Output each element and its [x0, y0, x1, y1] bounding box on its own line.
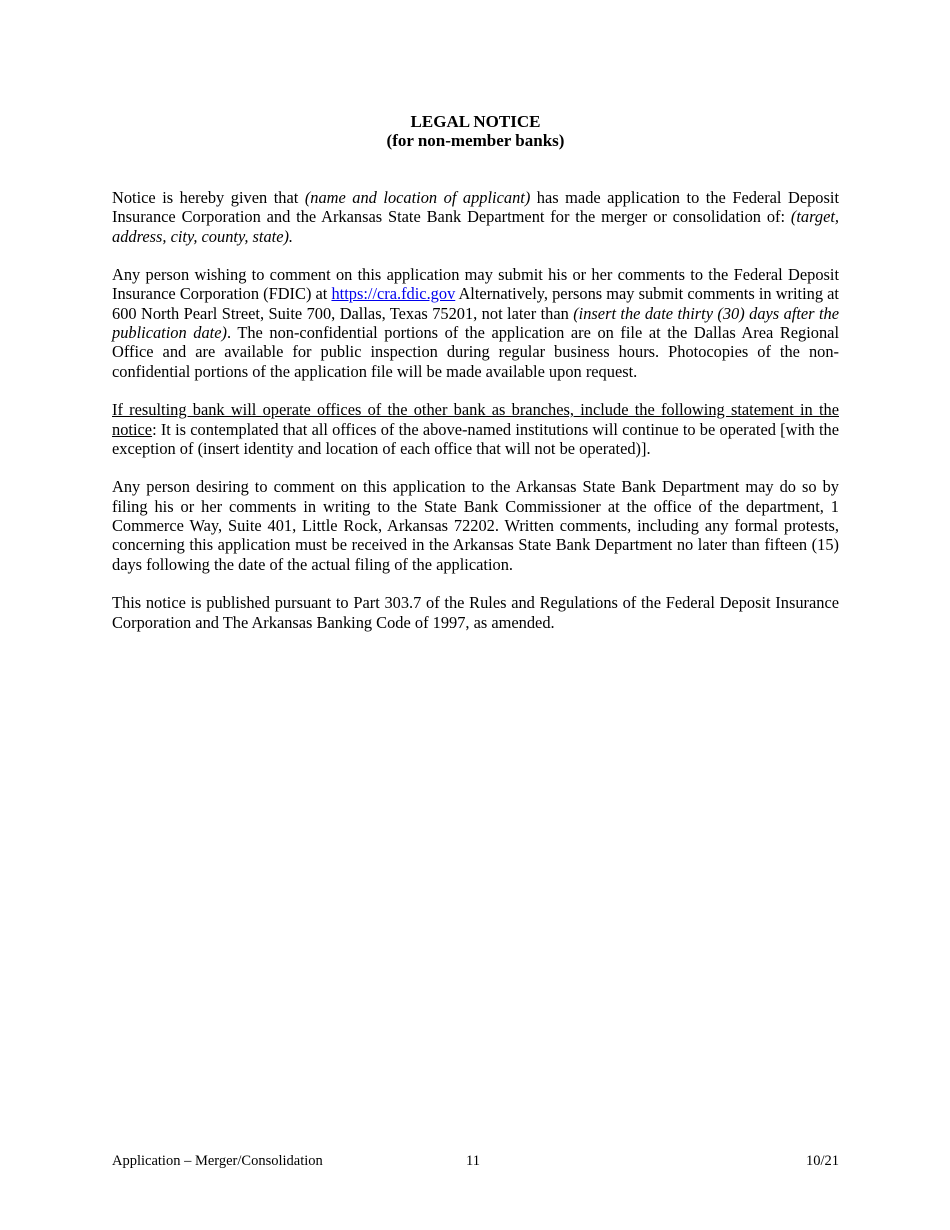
heading-title: LEGAL NOTICE [410, 112, 541, 131]
para2-date-placeholder: (insert the date thirty (30) days after the publication date) [112, 303, 839, 343]
para3-instruction: If resulting bank will operate offices of the other bank as branches, include the following statement in the notice [112, 400, 839, 439]
para4-text-1: Any person desiring to comment on this application to the Arkansas State Bank Department may do so by filing his or her comments in writing to the State Bank Commissioner at the office of the department, 1 Commerce Way, Suite 401, Little Rock, Arkansas 72202. Written comments, including any formal protests, concerning this application must be received in the Arkansas State Bank Department no later than fifteen (15) days following the date of the actual filing of the application. [112, 477, 839, 574]
fdic-link[interactable]: https://cra.fdic.gov [331, 284, 456, 304]
para1-text-2: has made application to the Federal Deposit Insurance Corporation and the Arkansas State Bank Department for the merger or consolidation of: [112, 188, 839, 227]
para3-text-1: : It is contemplated that all offices of the above-named institutions will continue to be operated [with the exception of (insert identity and location of each office that will not be operated)]. [112, 419, 839, 458]
para2-text-1: Any person wishing to comment on this application may submit his or her comments to the Federal Deposit Insurance Corporation (FDIC) at [112, 265, 839, 304]
page-footer [112, 1152, 839, 1170]
paragraph-fdic-comments [112, 265, 839, 381]
notice-heading [112, 112, 839, 150]
para5-text-1: This notice is published pursuant to Part 303.7 of the Rules and Regulations of the Federal Deposit Insurance Corporation and The Arkansas Banking Code of 1997, as amended. [112, 593, 839, 632]
para2-text-3: . The non-confidential portions of the application are on file at the Dallas Area Regional Office and are available for public inspection during regular business hours. Photocopies of the non-confidential portions of the application file will be made available upon request. [112, 323, 840, 381]
document-page [112, 112, 839, 632]
para1-applicant-placeholder: (name and location of applicant) [304, 188, 531, 207]
heading-subtitle: (for non-member banks) [386, 131, 565, 150]
para2-text-2: Alternatively, persons may submit comments in writing at 600 North Pearl Street, Suite 700, Dallas, Texas 75201, not later than [112, 284, 839, 323]
footer-form-title: Application – Merger/Consolidation [112, 1153, 323, 1169]
para1-text-1: Notice is hereby given that [112, 188, 305, 207]
para1-target-placeholder: (target, address, city, county, state). [112, 207, 839, 246]
paragraph-branches [112, 400, 839, 458]
footer-revision-date: 10/21 [805, 1153, 839, 1169]
paragraph-notice [112, 188, 839, 246]
paragraph-publication [112, 593, 839, 632]
paragraph-state-comments [112, 477, 839, 573]
footer-page-number: 11 [466, 1153, 480, 1169]
